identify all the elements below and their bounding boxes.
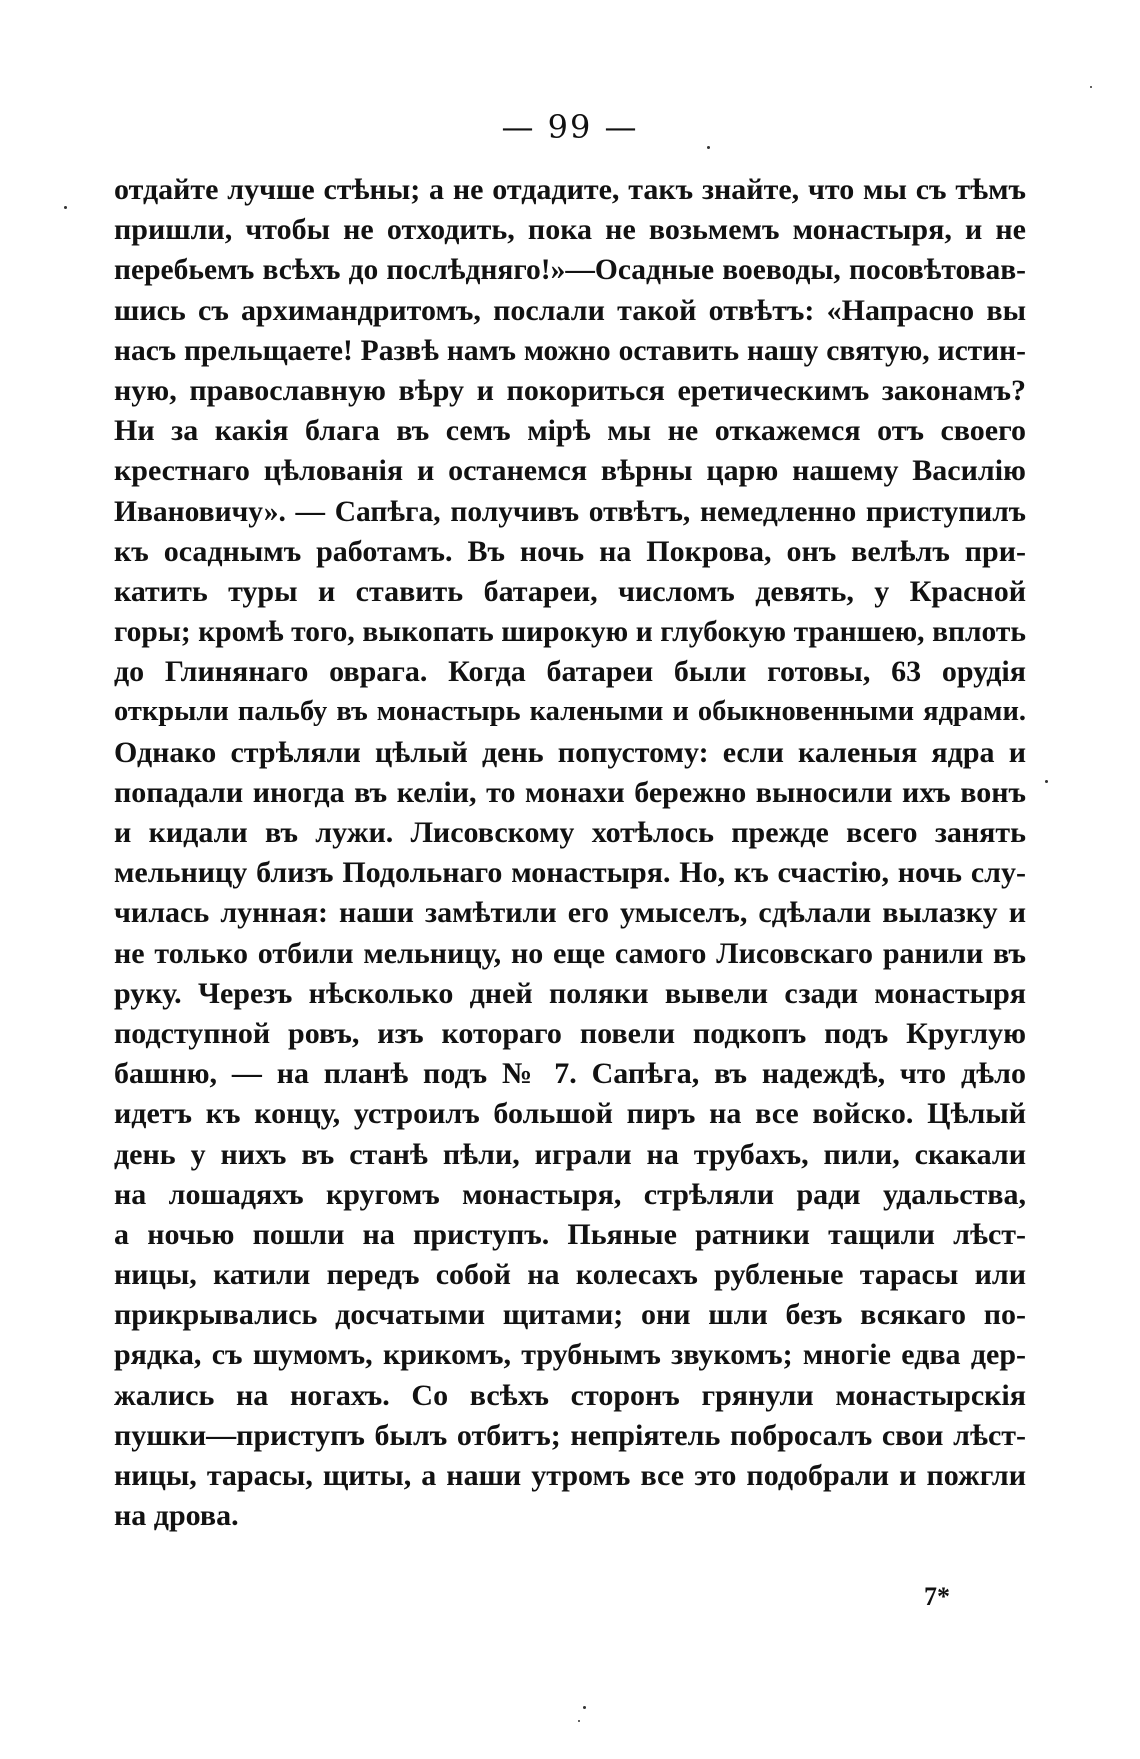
text-line: идетъ къ концу, устроилъ большой пиръ на все войско. Цѣлый	[114, 1097, 1026, 1131]
text-line: катить туры и ставить батареи, числомъ девять, у Красной	[114, 574, 1026, 608]
scan-speck	[64, 206, 67, 209]
text-line: Ивановичу». — Сапѣга, получивъ отвѣтъ, немедленно приступилъ	[114, 495, 1026, 528]
scan-speck	[707, 146, 710, 149]
text-line: крестнаго цѣлованія и останемся вѣрны царю нашему Василію	[114, 454, 1026, 488]
text-line: пришли, чтобы не отходить, пока не возьмемъ монастыря, и не	[114, 213, 1026, 247]
text-line: жались на ногахъ. Со всѣхъ сторонъ грянули монастырскія	[114, 1378, 1026, 1412]
text-line: до Глинянаго оврага. Когда батареи были готовы, 63 орудія	[114, 655, 1026, 689]
text-line: день у нихъ въ станѣ пѣли, играли на трубахъ, пили, скакали	[114, 1137, 1026, 1171]
text-line: руку. Черезъ нѣсколько дней поляки вывели сзади монастыря	[114, 976, 1026, 1010]
text-line: Однако стрѣляли цѣлый день попустому: если каленыя ядра и	[114, 735, 1026, 769]
text-line: ницы, катили передъ собой на колесахъ рубленые тарасы или	[114, 1258, 1026, 1292]
text-line: горы; кромѣ того, выкопать широкую и глубокую траншею, вплоть	[114, 616, 1026, 649]
text-line: мельницу близъ Подольнаго монастыря. Но, къ счастію, ночь слу-	[114, 856, 1026, 890]
text-line: попадали иногда въ келіи, то монахи бережно выносили ихъ вонъ	[114, 775, 1026, 809]
text-line: и кидали въ лужи. Лисовскому хотѣлось прежде всего занять	[114, 816, 1026, 849]
text-line: ницы, тарасы, щиты, а наши утромъ все это подобрали и пожгли	[114, 1459, 1026, 1492]
text-line: открыли пальбу въ монастырь калеными и обыкновенными ядрами.	[114, 696, 1026, 728]
page-number: — 99 —	[501, 108, 639, 146]
text-line: насъ прельщаете! Развѣ намъ можно оставить нашу святую, истин-	[114, 334, 1026, 367]
scan-speck	[1090, 86, 1092, 88]
text-line-last: на дрова.	[114, 1499, 239, 1533]
text-line: а ночью пошли на приступъ. Пьяные ратники тащили лѣст-	[114, 1217, 1026, 1251]
text-line: пушки—приступъ былъ отбитъ; непріятель побросалъ свои лѣст-	[114, 1418, 1026, 1452]
scan-speck	[583, 1706, 586, 1709]
text-line: ную, православную вѣру и покориться еретическимъ законамъ?	[114, 373, 1026, 407]
scan-speck	[578, 1720, 580, 1722]
text-line: рядка, съ шумомъ, крикомъ, трубнымъ звукомъ; многіе едва дер-	[114, 1338, 1026, 1372]
text-line: отдайте лучше стѣны; а не отдадите, такъ знайте, что мы съ тѣмъ	[114, 173, 1026, 206]
printers-signature-mark: 7*	[924, 1582, 950, 1611]
text-line: башню, — на планѣ подъ № 7. Сапѣга, въ надеждѣ, что дѣло	[114, 1057, 1026, 1091]
text-line: Ни за какія блага въ семъ мірѣ мы не откажемся отъ своего	[114, 414, 1026, 448]
text-line: подступной ровъ, изъ котораго повели подкопъ подъ Круглую	[114, 1016, 1026, 1050]
text-line: прикрывались досчатыми щитами; они шли безъ всякаго по-	[114, 1298, 1026, 1332]
text-line: къ осаднымъ работамъ. Въ ночь на Покрова, онъ велѣлъ при-	[114, 534, 1026, 568]
scan-speck	[1045, 780, 1048, 783]
text-line: перебьемъ всѣхъ до послѣдняго!»—Осадные воеводы, посовѣтовав-	[114, 254, 1026, 287]
text-line: шись съ архимандритомъ, послали такой отвѣтъ: «Напрасно вы	[114, 293, 1026, 327]
body-text	[114, 170, 1026, 1536]
text-line: не только отбили мельницу, но еще самого Лисовскаго ранили въ	[114, 936, 1026, 970]
text-line: чилась лунная: наши замѣтили его умыселъ, сдѣлали вылазку и	[114, 896, 1026, 930]
text-line: на лошадяхъ кругомъ монастыря, стрѣляли ради удальства,	[114, 1177, 1026, 1211]
